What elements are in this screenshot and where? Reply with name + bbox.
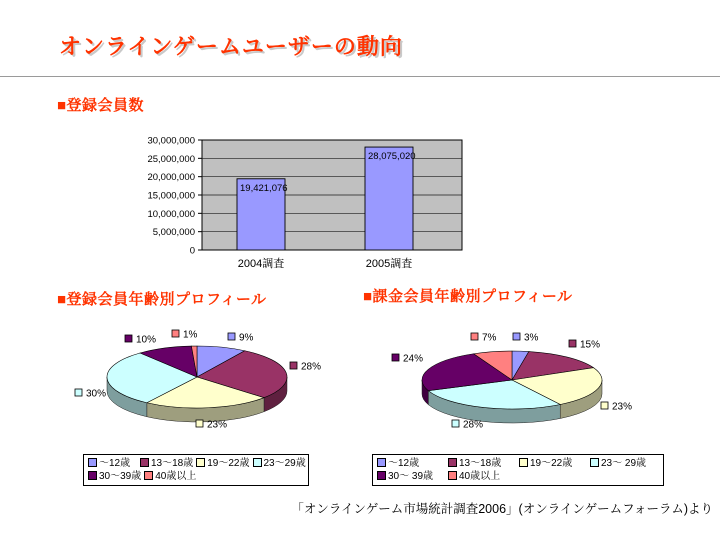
registered-pie-label-key <box>75 389 82 396</box>
registered-pie-label-key <box>196 420 203 427</box>
paid-pie-label-key <box>569 340 576 347</box>
legend-label: 40歳以上 <box>155 471 197 482</box>
y-axis-tick-label: 5,000,000 <box>152 227 195 239</box>
page-title: オンラインゲームユーザーの動向 <box>59 34 403 59</box>
legend-color-swatch <box>196 458 205 467</box>
section-heading-paid-age-profile: ■課金会員年齢別プロフィール <box>363 288 573 305</box>
registered-pie-label-text: 30% <box>86 388 107 400</box>
bar <box>365 147 413 250</box>
legend-color-swatch <box>88 471 97 480</box>
source-citation: 「オンラインゲーム市場統計調査2006」(オンラインゲームフォーラム)より <box>291 502 713 516</box>
legend-item <box>140 457 193 470</box>
legend-item <box>519 457 587 470</box>
legend-color-swatch <box>448 471 457 480</box>
legend-color-swatch <box>377 471 386 480</box>
legend-color-swatch <box>144 471 153 480</box>
paid-pie-label-text: 15% <box>580 339 601 351</box>
legend-color-swatch <box>590 458 599 467</box>
registered-pie-label-key <box>290 362 297 369</box>
legend-item <box>377 470 445 483</box>
registered-pie-label-key <box>172 330 179 337</box>
legend-color-swatch <box>253 458 262 467</box>
legend-label: 40歳以上 <box>459 471 501 482</box>
legend-label: ～12歳 <box>99 458 131 469</box>
bar-value-label: 28,075,020 <box>368 151 416 163</box>
registered-pie-label-text: 1% <box>183 329 198 341</box>
legend-color-swatch <box>448 458 457 467</box>
y-axis-tick-label: 10,000,000 <box>147 208 195 220</box>
legend-color-swatch <box>88 458 97 467</box>
legend-label: 30～39歳 <box>99 471 142 482</box>
registered-pie-label-text: 23% <box>207 419 228 431</box>
legend-label: 13～18歳 <box>151 458 194 469</box>
legend-item <box>377 457 445 470</box>
legend-label: 23～29歳 <box>263 458 306 469</box>
paid-pie-label-text: 28% <box>463 419 484 431</box>
paid-pie-legend-row <box>377 470 659 483</box>
legend-label: 23～ 29歳 <box>601 458 647 469</box>
legend-item <box>448 457 516 470</box>
bar-value-label: 19,421,076 <box>240 182 288 194</box>
legend-label: 19～22歳 <box>207 458 250 469</box>
legend-label: 19～22歳 <box>530 458 573 469</box>
paid-pie-label-key <box>392 354 399 361</box>
paid-pie-label-key <box>601 402 608 409</box>
paid-pie-label-text: 23% <box>612 401 633 413</box>
paid-pie-label-key <box>471 333 478 340</box>
legend-item <box>196 457 249 470</box>
registered-pie-label-text: 28% <box>301 361 322 373</box>
x-axis-category-label: 2004調査 <box>237 258 285 270</box>
registered-pie-label-key <box>125 335 132 342</box>
y-axis-tick-label: 30,000,000 <box>147 135 195 147</box>
legend-item <box>590 457 658 470</box>
paid-pie-label-text: 3% <box>524 332 539 344</box>
paid-pie-label-text: 7% <box>482 332 497 344</box>
paid-pie-label-text: 24% <box>403 353 424 365</box>
registered-pie-legend <box>83 454 309 486</box>
registered-pie-legend-row <box>88 457 304 470</box>
legend-item <box>448 470 516 483</box>
paid-pie-label-key <box>452 420 459 427</box>
legend-color-swatch <box>377 458 386 467</box>
x-axis-category-label: 2005調査 <box>365 258 413 270</box>
registered-pie-label-text: 10% <box>136 334 157 346</box>
paid-pie-label-key <box>513 333 520 340</box>
legend-item <box>88 470 141 483</box>
y-axis-tick-label: 0 <box>189 245 195 257</box>
legend-item <box>144 470 196 483</box>
section-heading-registered-age-profile: ■登録会員年齢別プロフィール <box>57 291 267 308</box>
y-axis-tick-label: 25,000,000 <box>147 153 195 165</box>
paid-pie-legend-row <box>377 457 659 470</box>
y-axis-tick-label: 15,000,000 <box>147 190 195 202</box>
legend-color-swatch <box>140 458 149 467</box>
legend-label: ～12歳 <box>388 458 420 469</box>
paid-pie-legend <box>372 454 664 486</box>
legend-item <box>88 457 137 470</box>
registered-pie-legend-row <box>88 470 304 483</box>
registered-pie-label-text: 9% <box>239 332 254 344</box>
registered-pie-label-key <box>228 333 235 340</box>
legend-item <box>253 457 306 470</box>
section-heading-registered-members: ■登録会員数 <box>57 97 145 114</box>
legend-label: 13～18歳 <box>459 458 502 469</box>
legend-label: 30～ 39歳 <box>388 471 434 482</box>
legend-color-swatch <box>519 458 528 467</box>
y-axis-tick-label: 20,000,000 <box>147 172 195 184</box>
